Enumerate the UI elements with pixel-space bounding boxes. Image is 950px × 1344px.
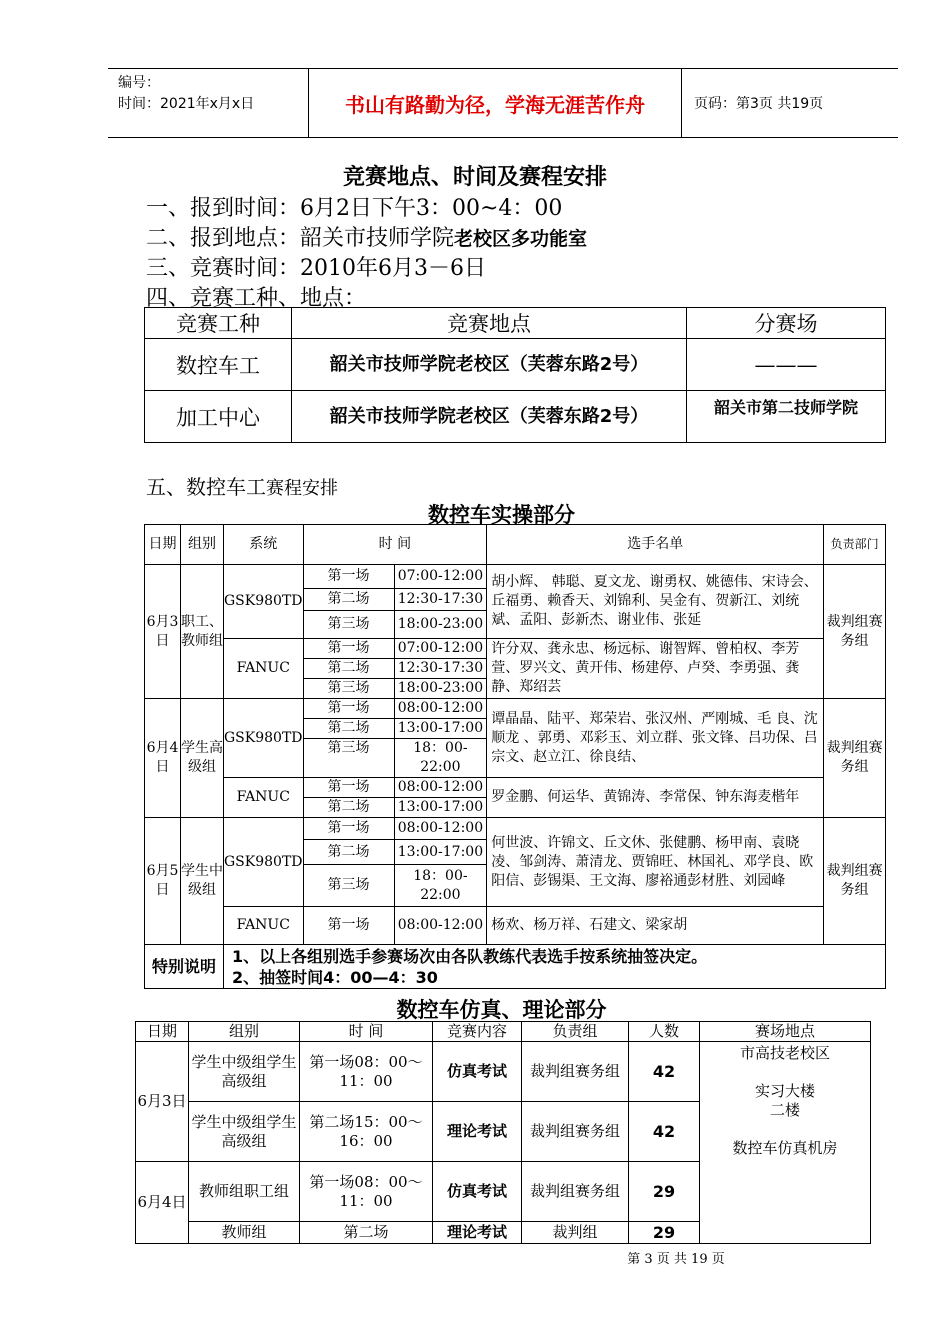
sim-header: 组别 xyxy=(189,1022,300,1042)
sim-count: 29 xyxy=(629,1222,700,1244)
date-label: 时间：2021年x月x日 xyxy=(118,96,255,112)
names-gsk: 谭晶晶、陆平、郑荣岩、张汉州、严刚城、毛 良、沈顺龙 、郭勇、邓彩玉、刘立群、张文锋、吕功保、吕宗文、赵立江、徐良结、 xyxy=(487,699,824,778)
sim-content: 理论考试 xyxy=(433,1222,522,1244)
sim-date: 6月3日 xyxy=(136,1042,189,1162)
practical-subtitle: 数控车实操部分 xyxy=(428,503,575,527)
sim-header: 赛场地点 xyxy=(700,1022,871,1042)
system-gsk: GSK980TD xyxy=(224,818,304,907)
sim-resp: 裁判组赛务组 xyxy=(522,1102,629,1162)
sim-location xyxy=(700,1042,871,1244)
sim-group: 学生中级组学生高级组 xyxy=(189,1042,300,1102)
sim-content: 仿真考试 xyxy=(433,1042,522,1102)
session-name: 第一场 xyxy=(303,907,394,945)
session-time: 13:00-17:00 xyxy=(394,719,487,739)
session-name: 第二场 xyxy=(303,798,394,818)
day-group: 学生高级组 xyxy=(181,699,224,818)
line-report-place-a: 二、报到地点：韶关市技师学院 xyxy=(146,226,455,251)
venue-table xyxy=(144,307,886,443)
venue-header-branch: 分赛场 xyxy=(687,308,886,339)
page-header xyxy=(108,68,898,138)
session-name: 第一场 xyxy=(303,778,394,798)
col-time: 时 间 xyxy=(303,525,487,565)
session-time: 12:30-17:30 xyxy=(394,589,487,611)
session-name: 第三场 xyxy=(303,611,394,639)
session-time: 08:00-12:00 xyxy=(394,778,487,798)
page-footer: 第 3 页 共 19 页 xyxy=(627,1252,725,1267)
sim-count: 42 xyxy=(629,1042,700,1102)
venue-branch: 韶关市第二技师学院 xyxy=(687,391,886,443)
note-text xyxy=(224,945,886,989)
venue-header-type: 竞赛工种 xyxy=(145,308,292,339)
line-report-time: 一、报到时间：6月2日下午3：00~4：00 xyxy=(146,196,563,221)
names-gsk: 胡小辉、 韩聪、夏文龙、谢勇权、姚德伟、宋诗会、丘福勇、赖香天、刘锦利、吴金有、贺新江、刘统斌、孟阳、彭新杰、谢业伟、张延 xyxy=(487,565,824,639)
note-label: 特别说明 xyxy=(145,945,224,989)
names-gsk: 何世波、许锦文、丘文休、张健鹏、杨甲南、袁晓凌、邹剑涛、萧清龙、贾锦旺、林国礼、邓学良、欧阳信、彭锡渠、王文海、廖裕通彭材胜、刘园峰 xyxy=(487,818,824,907)
session-time: 18:00-23:00 xyxy=(394,679,487,699)
sim-time: 第一场08：00～11：00 xyxy=(300,1042,433,1102)
venue-type: 加工中心 xyxy=(145,391,292,443)
system-fanuc: FANUC xyxy=(224,778,304,818)
header-motto: 书山有路勤为径，学海无涯苦作舟 xyxy=(308,69,682,137)
session-name: 第二场 xyxy=(303,840,394,865)
sim-time: 第二场 xyxy=(300,1222,433,1244)
session-name: 第一场 xyxy=(303,639,394,659)
sim-header: 人数 xyxy=(629,1022,700,1042)
day-group: 学生中级组 xyxy=(181,818,224,945)
session-time: 07:00-12:00 xyxy=(394,639,487,659)
names-fanuc: 杨欢、杨万祥、石建文、梁家胡 xyxy=(487,907,824,945)
sim-header: 日期 xyxy=(136,1022,189,1042)
sim-time: 第二场15：00～16：00 xyxy=(300,1102,433,1162)
page-title: 竞赛地点、时间及赛程安排 xyxy=(342,164,607,190)
session-name: 第二场 xyxy=(303,659,394,679)
sim-time: 第一场08：00～11：00 xyxy=(300,1162,433,1222)
system-gsk: GSK980TD xyxy=(224,699,304,778)
col-group: 组别 xyxy=(181,525,224,565)
col-system: 系统 xyxy=(224,525,304,565)
sim-table xyxy=(135,1021,871,1244)
session-time: 08:00-12:00 xyxy=(394,818,487,840)
session-name: 第一场 xyxy=(303,818,394,840)
col-names: 选手名单 xyxy=(487,525,824,565)
day-resp: 裁判组赛务组 xyxy=(824,699,886,818)
sim-resp: 裁判组赛务组 xyxy=(522,1162,629,1222)
col-resp: 负责部门 xyxy=(824,525,886,565)
location-line-c: 二楼 xyxy=(769,1101,800,1119)
session-time: 18:00-23:00 xyxy=(394,611,487,639)
venue-place: 韶关市技师学院老校区（芙蓉东路2号） xyxy=(292,339,687,391)
sim-group: 教师组 xyxy=(189,1222,300,1244)
note-line-1: 1、以上各组别选手参赛场次由各队教练代表选手按系统抽签决定。 xyxy=(232,946,708,966)
day-date: 6月5日 xyxy=(145,818,181,945)
section5-heading xyxy=(146,471,338,500)
sim-content: 仿真考试 xyxy=(433,1162,522,1222)
venue-branch: ——— xyxy=(687,339,886,391)
section5-heading-b: 赛程安排 xyxy=(266,478,338,499)
names-fanuc: 许分双、龚永忠、杨远标、谢智辉、曾柏权、李芳萱、罗兴文、黄开伟、杨建停、卢癸、李勇强、龚静、郑绍芸 xyxy=(487,639,824,699)
session-name: 第二场 xyxy=(303,719,394,739)
sim-count: 42 xyxy=(629,1102,700,1162)
sim-group: 学生中级组学生高级组 xyxy=(189,1102,300,1162)
line-venues: 四、竞赛工种、地点： xyxy=(146,286,367,311)
sim-title: 数控车仿真、理论部分 xyxy=(396,998,607,1022)
sim-date: 6月4日 xyxy=(136,1162,189,1244)
sim-resp: 裁判组赛务组 xyxy=(522,1042,629,1102)
venue-header-place: 竞赛地点 xyxy=(292,308,687,339)
sim-count: 29 xyxy=(629,1162,700,1222)
session-time: 12:30-17:30 xyxy=(394,659,487,679)
names-fanuc: 罗金鹏、何运华、黄锦涛、李常保、钟东海麦楷年 xyxy=(487,778,824,818)
session-time: 08:00-12:00 xyxy=(394,699,487,719)
sim-content: 理论考试 xyxy=(433,1102,522,1162)
session-name: 第三场 xyxy=(303,865,394,907)
session-name: 第二场 xyxy=(303,589,394,611)
session-name: 第一场 xyxy=(303,699,394,719)
header-left xyxy=(118,73,254,115)
session-time: 18：00-22:00 xyxy=(394,865,487,907)
location-line-a: 市高技老校区 xyxy=(739,1044,830,1062)
number-label: 编号： xyxy=(118,75,160,91)
practical-table xyxy=(144,524,886,989)
session-name: 第三场 xyxy=(303,679,394,699)
session-time: 13:00-17:00 xyxy=(394,840,487,865)
line-compete-time: 三、竞赛时间：2010年6月3－6日 xyxy=(146,256,486,281)
sim-header: 竞赛内容 xyxy=(433,1022,522,1042)
sim-header: 时 间 xyxy=(300,1022,433,1042)
venue-type: 数控车工 xyxy=(145,339,292,391)
day-resp: 裁判组赛务组 xyxy=(824,565,886,699)
note-line-2: 2、抽签时间4：00—4：30 xyxy=(232,967,438,987)
session-name: 第三场 xyxy=(303,739,394,778)
system-gsk: GSK980TD xyxy=(224,565,304,639)
col-date: 日期 xyxy=(145,525,181,565)
session-time: 08:00-12:00 xyxy=(394,907,487,945)
day-group: 职工、教师组 xyxy=(181,565,224,699)
system-fanuc: FANUC xyxy=(224,907,304,945)
location-line-b: 实习大楼 xyxy=(754,1082,815,1100)
section5-heading-a: 五、数控车工 xyxy=(146,475,266,499)
session-time: 07:00-12:00 xyxy=(394,565,487,589)
day-date: 6月3日 xyxy=(145,565,181,699)
system-fanuc: FANUC xyxy=(224,639,304,699)
sim-header: 负责组 xyxy=(522,1022,629,1042)
day-resp: 裁判组赛务组 xyxy=(824,818,886,945)
line-report-place xyxy=(146,221,587,252)
page-label: 页码：第3页 共19页 xyxy=(694,96,824,112)
location-line-d: 数控车仿真机房 xyxy=(732,1139,838,1157)
session-time: 18：00-22:00 xyxy=(394,739,487,778)
session-time: 13:00-17:00 xyxy=(394,798,487,818)
line-report-place-b: 老校区多功能室 xyxy=(454,228,588,250)
day-date: 6月4日 xyxy=(145,699,181,818)
venue-place: 韶关市技师学院老校区（芙蓉东路2号） xyxy=(292,391,687,443)
session-name: 第一场 xyxy=(303,565,394,589)
sim-group: 教师组职工组 xyxy=(189,1162,300,1222)
sim-resp: 裁判组 xyxy=(522,1222,629,1244)
